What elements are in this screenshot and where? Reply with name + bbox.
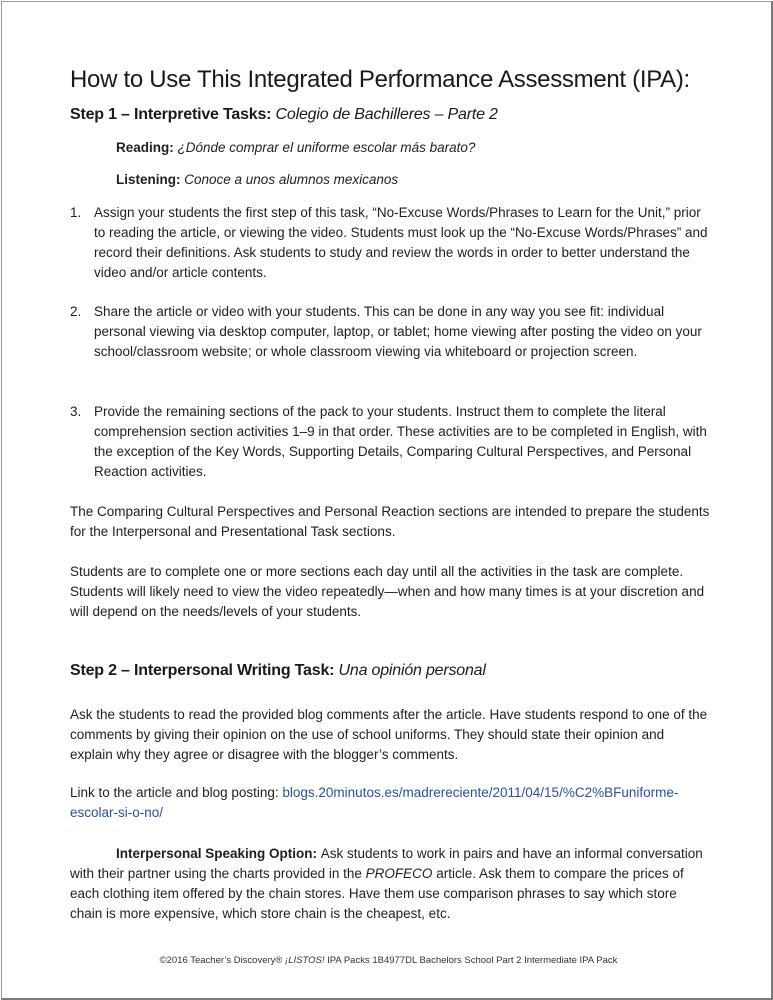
speaking-text-2: article. Ask them to compare the prices of each clothing item offered by the chain stores. Have them use comparison phrases to say which store chain is more expensive, which store chain is the cheapest, etc.	[70, 866, 684, 921]
speaking-label: Interpersonal Speaking Option:	[116, 846, 321, 861]
students-paragraph: Students are to complete one or more sections each day until all the activities in the task are complete. Students will likely need to view the video repeatedly—when and how many times is at your discretion and will depend on the needs/levels of your students.	[70, 564, 705, 619]
link-label: Link to the article and blog posting:	[70, 785, 283, 800]
list-number: 2.	[70, 304, 82, 319]
step1-heading	[70, 106, 498, 124]
list-item	[70, 302, 710, 362]
page-footer	[2, 955, 773, 966]
footer-pack-info: IPA Packs 1B4977DL Bachelors School Part 2 Intermediate IPA Pack	[324, 955, 618, 966]
ask-paragraph: Ask the students to read the provided blog comments after the article. Have students respond to one of the comments by giving their opinion on the use of school uniforms. They should state their opinion and explain why they agree or disagree with the blogger’s comments.	[70, 707, 708, 762]
document-page	[1, 1, 773, 1000]
speaking-option-paragraph	[70, 844, 710, 924]
footer-brand: ¡LISTOS!	[285, 955, 325, 966]
reading-title: ¿Dónde comprar el uniforme escolar más barato?	[177, 140, 476, 155]
reading-line	[116, 140, 475, 155]
list-text: Assign your students the first step of this task, “No-Excuse Words/Phrases to Learn for the Unit,” prior to reading the article, or viewing the video. Students must look up the “No-Excuse Words/Phrases” and record their definitions. Ask students to study and review the words in order to better understand the video and/or article contents.	[94, 205, 708, 280]
step1-subtitle: Colegio de Bachilleres – Parte 2	[275, 106, 498, 123]
speaking-text-1: Ask students to work in pairs and have an informal conversation with their partner using the charts provided in the	[70, 846, 703, 881]
listening-line	[116, 172, 398, 187]
comparing-paragraph: The Comparing Cultural Perspectives and Personal Reaction sections are intended to prepare the students for the Interpersonal and Presentational Task sections.	[70, 504, 710, 539]
step2-label: Step 2 – Interpersonal Writing Task:	[70, 662, 339, 679]
listening-label: Listening:	[116, 172, 185, 187]
page-title: How to Use This Integrated Performance Assessment (IPA):	[70, 66, 690, 93]
list-number: 1.	[70, 205, 82, 220]
step2-subtitle: Una opinión personal	[338, 662, 486, 679]
link-paragraph	[70, 783, 710, 823]
list-item	[70, 402, 710, 482]
reading-label: Reading:	[116, 140, 178, 155]
list-number: 3.	[70, 404, 82, 419]
step2-heading	[70, 662, 486, 680]
step1-label: Step 1 – Interpretive Tasks:	[70, 106, 276, 123]
list-text: Share the article or video with your students. This can be done in any way you see fit: individual personal viewing via desktop computer, laptop, or tablet; home viewing after posting the video on your school/classroom website; or whole classroom viewing via whiteboard or projection screen.	[94, 304, 702, 359]
list-text: Provide the remaining sections of the pack to your students. Instruct them to complete the literal comprehension section activities 1–9 in that order. These activities are to be completed in English, with the exception of the Key Words, Supporting Details, Comparing Cultural Perspectives, and Personal Reaction activities.	[94, 404, 707, 479]
profeco-emphasis: PROFECO	[365, 866, 433, 881]
list-item	[70, 203, 710, 283]
article-link[interactable]: blogs.20minutos.es/madrereciente/2011/04/15/%C2%BFuniforme-escolar-si-o-no/	[70, 785, 679, 820]
footer-copyright: ©2016 Teacher’s Discovery®	[159, 955, 286, 966]
listening-title: Conoce a unos alumnos mexicanos	[184, 172, 399, 187]
